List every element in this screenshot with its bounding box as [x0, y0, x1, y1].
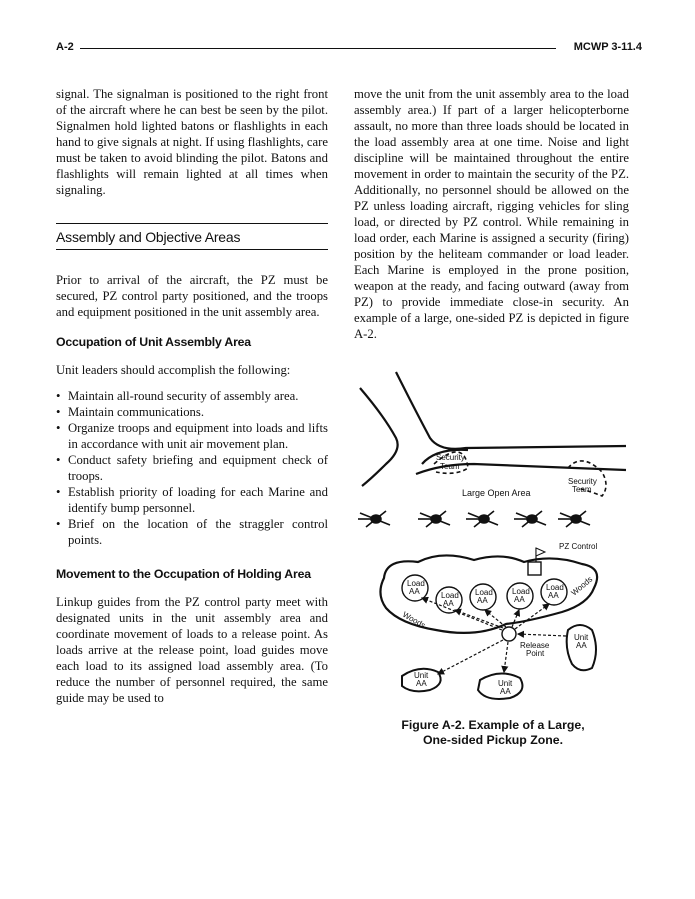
svg-text:AA: AA — [514, 595, 525, 604]
left-column — [56, 86, 328, 706]
svg-text:Load: Load — [441, 591, 459, 600]
unit-aa-right — [567, 625, 596, 670]
subheading-unit-assembly: Occupation of Unit Assembly Area — [56, 335, 251, 349]
subheading-holding-area: Movement to the Occupation of Holding Area — [56, 567, 311, 581]
security-team-label: Team — [572, 485, 592, 494]
running-header — [56, 41, 642, 57]
caption-line: One-sided Pickup Zone. — [422, 733, 564, 747]
header-rule — [80, 48, 556, 49]
release-point — [502, 627, 550, 658]
helicopter-icon — [418, 511, 450, 527]
svg-text:AA: AA — [416, 679, 427, 688]
svg-text:AA: AA — [548, 591, 559, 600]
load-aa-marker — [470, 584, 496, 610]
security-team-label: Team — [440, 462, 460, 471]
woods-label: Woods — [569, 574, 595, 598]
svg-text:AA: AA — [576, 641, 587, 650]
section-heading: Assembly and Objective Areas — [56, 223, 328, 250]
helicopter-icon — [358, 511, 390, 527]
svg-text:Load: Load — [546, 583, 564, 592]
list-item: • Conduct safety briefing and equipment check of troops. — [56, 452, 328, 484]
svg-text:Unit: Unit — [414, 671, 429, 680]
unit-aa-left — [402, 669, 441, 692]
document-id: MCWP 3-11.4 — [573, 41, 642, 53]
helicopter-icon — [466, 511, 498, 527]
right-column — [354, 86, 629, 342]
security-team-label: Security — [568, 477, 597, 486]
figure-caption — [356, 718, 630, 748]
svg-text:AA: AA — [500, 687, 511, 696]
load-aa-marker — [507, 583, 533, 609]
helicopter-row — [358, 511, 590, 527]
list-item: • Organize troops and equipment into loads and lifts in accordance with unit air movement plan. — [56, 420, 328, 452]
helicopter-icon — [558, 511, 590, 527]
svg-text:Load: Load — [475, 588, 493, 597]
pickup-zone-diagram — [356, 368, 630, 710]
woods-label: Woods — [401, 609, 427, 631]
security-team-label: Security — [436, 453, 465, 462]
svg-text:AA: AA — [477, 596, 488, 605]
holding-paragraph: Linkup guides from the PZ control party meet with designated units in the unit assembly area and coordinate movement of loads to a release point. As loads arrive at the release point, load guides move each load to its assigned load assembly area. (To reduce the number of personnel required, the same guide may be used to — [56, 595, 328, 705]
security-team-right — [568, 461, 606, 496]
pz-control-label: PZ Control — [559, 542, 598, 551]
load-aa-marker — [402, 575, 428, 601]
list-item: • Maintain communications. — [56, 404, 328, 420]
road-lines — [360, 372, 626, 486]
large-open-area-label: Large Open Area — [462, 488, 531, 498]
list-item: • Establish priority of loading for each Marine and identify bump personnel. — [56, 484, 328, 516]
load-aa-marker — [541, 579, 567, 605]
continuation-paragraph: move the unit from the unit assembly area to the load assembly area.) If part of a larger helicopterborne assault, no more than three loads should be located in the load assembly area at one time. Noise and light discipline will be maintained throughout the entire movement in order to maintain the security of the PZ. Additionally, no personnel should be allowed on the PZ unless loading aircraft, rigging vehicles for sling load, or directed by PZ control. While remaining in load order, each Marine is assigned a security (firing) position by the heliteam commander or load leader. Each Marine is employed in the prone position, weapon at the ready, and facing outward (away from PZ) to provide immediate close-in security. An example of a large, one-sided PZ is depicted in figure A-2. — [354, 87, 629, 341]
svg-text:Release: Release — [520, 641, 550, 650]
list-item: • Maintain all-round security of assembly area. — [56, 388, 328, 404]
svg-text:AA: AA — [409, 587, 420, 596]
unit-aa-bottom — [478, 673, 522, 699]
section-paragraph: Prior to arrival of the aircraft, the PZ must be secured, PZ control party positioned, and the troops and equipment positioned in the unit assembly area. — [56, 273, 328, 319]
security-team-left — [434, 452, 468, 473]
svg-text:Point: Point — [526, 649, 545, 658]
svg-text:Load: Load — [407, 579, 425, 588]
svg-text:Unit: Unit — [498, 679, 513, 688]
caption-line: Figure A-2. Example of a Large, — [401, 718, 585, 732]
svg-text:Load: Load — [512, 587, 530, 596]
helicopter-icon — [514, 511, 546, 527]
list-intro: Unit leaders should accomplish the following: — [56, 363, 291, 377]
intro-paragraph: signal. The signalman is positioned to the right front of the aircraft where he can best be seen by the pilot. Signalmen hold lighted batons or flashlights in each hand to give signals at night. If using flashlights, care must be taken to avoid blinding the pilot. Batons and flashlights will remain lighted at all times when signaling. — [56, 87, 328, 197]
load-assembly-areas — [402, 575, 567, 613]
bullet-list — [56, 388, 328, 548]
svg-text:AA: AA — [443, 599, 454, 608]
svg-text:Unit: Unit — [574, 633, 589, 642]
list-item: • Brief on the location of the straggler control points. — [56, 516, 328, 548]
page-number: A-2 — [56, 41, 74, 53]
